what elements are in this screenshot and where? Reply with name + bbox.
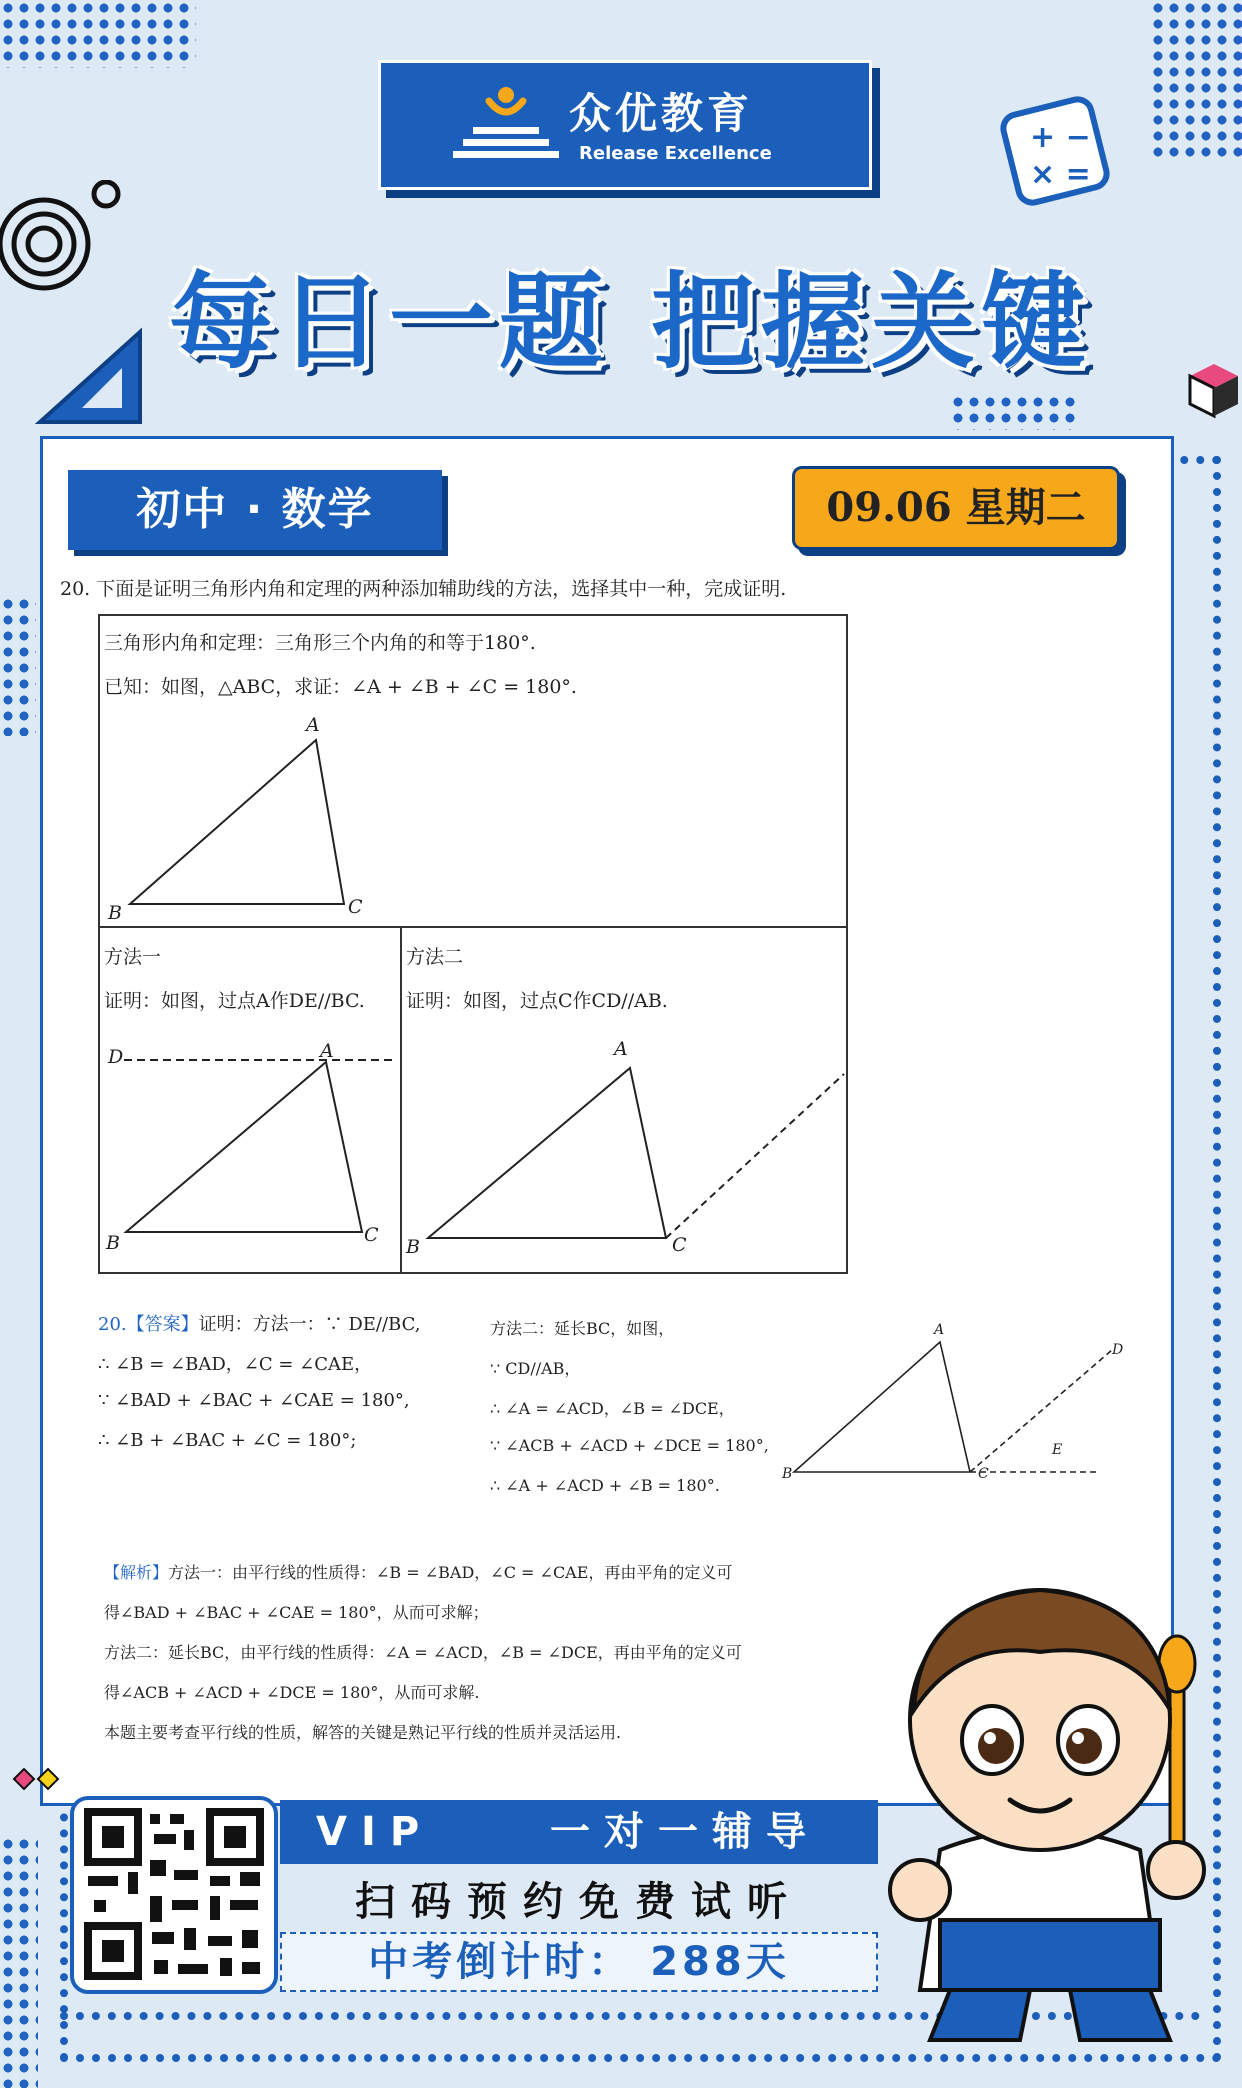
cta-text[interactable]: 扫码预约免费试听 bbox=[280, 1872, 878, 1932]
ans-label-c: C bbox=[978, 1466, 989, 1482]
answer-m2-line2: ∵ CD//AB， bbox=[490, 1359, 581, 1378]
dots-right-upper bbox=[950, 394, 1080, 430]
logo-emblem-icon bbox=[451, 81, 561, 171]
brand-logo bbox=[378, 60, 872, 190]
m2-label-a: A bbox=[614, 1038, 628, 1060]
answer-label: 20.【答案】 bbox=[98, 1314, 199, 1335]
vip-banner bbox=[280, 1800, 878, 1864]
headline: 每日一题 把握关键 bbox=[168, 261, 1092, 383]
problem-box bbox=[98, 614, 848, 1274]
analysis-line4: 得∠ACB + ∠ACD + ∠DCE = 180°，从而可求解. bbox=[104, 1683, 480, 1702]
analysis-line3: 方法二：延长BC，由平行线的性质得：∠A = ∠ACD，∠B = ∠DCE，再由平角的定义可 bbox=[104, 1643, 742, 1662]
method2-figure bbox=[400, 1030, 846, 1272]
dots-top-right bbox=[1150, 0, 1242, 160]
m2-label-b: B bbox=[406, 1236, 420, 1258]
m2-label-c: C bbox=[672, 1234, 687, 1256]
svg-text:× =: × = bbox=[1030, 157, 1091, 192]
qr-code-icon bbox=[74, 1800, 274, 1990]
brand-name-en: Release Excellence bbox=[579, 143, 772, 164]
given-text: 已知：如图，△ABC，求证：∠A + ∠B + ∠C = 180°. bbox=[104, 676, 577, 698]
answer-method2-block bbox=[490, 1316, 780, 1516]
answer-m2-line4: ∵ ∠ACB + ∠ACD + ∠DCE = 180°, bbox=[490, 1436, 769, 1455]
box-horizontal-divider bbox=[100, 926, 846, 928]
calculator-icon bbox=[996, 92, 1114, 210]
method2-text: 证明：如图，过点C作CD//AB. bbox=[406, 990, 668, 1012]
method1-text: 证明：如图，过点A作DE//BC. bbox=[104, 990, 365, 1012]
target-icon bbox=[0, 180, 130, 310]
answer-block bbox=[98, 1310, 498, 1470]
ans-label-d: D bbox=[1112, 1342, 1124, 1358]
answer-m1-line2: ∴ ∠B = ∠BAD，∠C = ∠CAE， bbox=[98, 1354, 373, 1375]
set-square-icon bbox=[30, 322, 150, 432]
countdown-text: 中考倒计时： 288天 bbox=[280, 1932, 878, 1992]
answer-m2-line1: 方法二：延长BC，如图， bbox=[490, 1319, 675, 1338]
triangle-abc-figure bbox=[100, 716, 846, 928]
analysis-line2: 得∠BAD + ∠BAC + ∠CAE = 180°，从而可求解； bbox=[104, 1603, 489, 1622]
ans-label-e: E bbox=[1052, 1442, 1063, 1458]
question-statement: 20. 下面是证明三角形内角和定理的两种添加辅助线的方法，选择其中一种，完成证明. bbox=[60, 578, 787, 600]
answer-m1-line1: 证明：方法一：∵ DE//BC, bbox=[198, 1314, 421, 1335]
brand-name-cn: 众优教育 bbox=[569, 89, 754, 138]
ans-label-b: B bbox=[782, 1466, 793, 1482]
cube-icon bbox=[1186, 360, 1242, 420]
method1-figure bbox=[100, 1030, 400, 1272]
ans-label-a: A bbox=[934, 1322, 945, 1338]
answer-m1-line4: ∴ ∠B + ∠BAC + ∠C = 180°; bbox=[98, 1430, 357, 1451]
analysis-label: 【解析】 bbox=[104, 1563, 169, 1582]
analysis-block bbox=[104, 1560, 824, 1760]
answer-m2-line5: ∴ ∠A + ∠ACD + ∠B = 180°. bbox=[490, 1476, 720, 1495]
dots-left-mid bbox=[0, 596, 36, 736]
answer-m2-line3: ∴ ∠A = ∠ACD，∠B = ∠DCE， bbox=[490, 1399, 735, 1418]
vip-service-text: 一对一辅导 bbox=[550, 1809, 820, 1855]
vip-text: VIP bbox=[316, 1809, 434, 1855]
theorem-text: 三角形内角和定理：三角形三个内角的和等于180°. bbox=[104, 632, 536, 654]
analysis-line1: 方法一：由平行线的性质得：∠B = ∠BAD，∠C = ∠CAE，再由平角的定义可 bbox=[168, 1563, 733, 1582]
m1-label-a: A bbox=[320, 1040, 334, 1062]
subject-tag: 初中 · 数学 bbox=[68, 470, 442, 550]
dots-top-left bbox=[0, 0, 196, 68]
method2-title: 方法二 bbox=[406, 946, 464, 968]
answer-m1-line3: ∵ ∠BAD + ∠BAC + ∠CAE = 180°, bbox=[98, 1390, 410, 1411]
label-a: A bbox=[306, 714, 320, 736]
m1-label-b: B bbox=[106, 1232, 120, 1254]
qr-code[interactable] bbox=[70, 1796, 278, 1994]
label-b: B bbox=[108, 902, 122, 924]
date-badge: 09.06 星期二 bbox=[792, 466, 1120, 550]
answer-figure bbox=[780, 1320, 1120, 1480]
m1-label-c: C bbox=[364, 1224, 379, 1246]
m1-label-d: D bbox=[108, 1046, 124, 1068]
mascot-illustration bbox=[880, 1560, 1220, 2060]
method1-title: 方法一 bbox=[104, 946, 162, 968]
label-c: C bbox=[348, 896, 363, 918]
analysis-line5: 本题主要考查平行线的性质，解答的关键是熟记平行线的性质并灵活运用. bbox=[104, 1723, 622, 1742]
svg-text:+ −: + − bbox=[1030, 120, 1091, 155]
